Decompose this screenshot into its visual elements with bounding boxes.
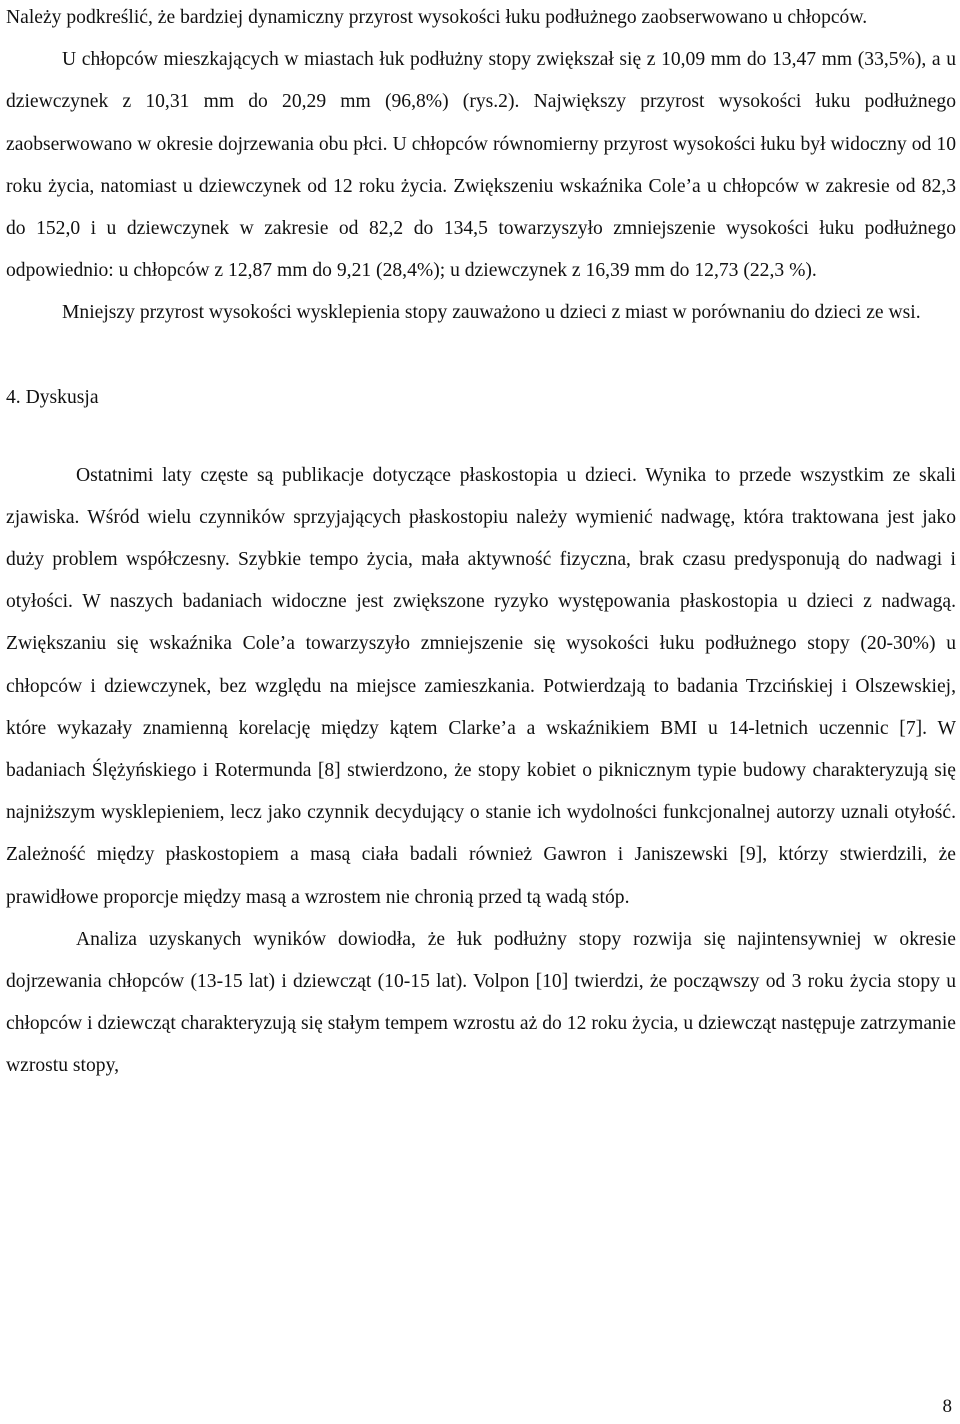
paragraph-results: U chłopców mieszkających w miastach łuk podłużny stopy zwiększał się z 10,09 mm do 13,47 mm (33,5%), a u dziewczynek z 10,31 mm do 20,29 mm (96,8%) (rys.2). Największy przyrost wysokości łuku podłużnego zaobserwowano w okresie dojrzewania obu płci. U chłopców równomierny przyrost wysokości łuku był widoczny od 10 roku życia, natomiast u dziewczynek od 12 roku życia. Zwiększeniu wskaźnika Cole’a u chłopców w zakresie od 82,3 do 152,0 i u dziewczynek w zakresie od 82,2 do 134,5 towarzyszyło zmniejszenie wysokości łuku podłużnego odpowiednio: u chłopców z 12,87 mm do 9,21 (28,4%); u dziewczynek z 16,39 mm do 12,73 (22,3 %).: [6, 49, 956, 282]
paragraph-rural: Mniejszy przyrost wysokości wysklepienia stopy zauważono u dzieci z miast w porównaniu do dzieci ze wsi.: [62, 302, 921, 324]
document-page: [6, 0, 956, 1088]
page-number: 8: [942, 1396, 952, 1417]
section-heading: 4. Dyskusja: [6, 386, 99, 408]
paragraph-discussion: Ostatnimi laty częste są publikacje dotyczące płaskostopia u dzieci. Wynika to przede wszystkim ze skali zjawiska. Wśród wielu czynników sprzyjających płaskostopiu należy wymienić nadwagę, która traktowana jest jako duży problem współczesny. Szybkie tempo życia, mała aktywność fizyczna, brak czasu predysponują do nadwagi i otyłości. W naszych badaniach widoczne jest zwiększone ryzyko występowania płaskostopia u dzieci z nadwagą. Zwiększaniu się wskaźnika Cole’a towarzyszyło zmniejszenie się wysokości łuku podłużnego stopy (20-30%) u chłopców i dziewczynek, bez względu na miejsce zamieszkania. Potwierdzają to badania Trzcińskiej i Olszewskiej, które wykazały znamienną korelację między kątem Clarke’a a wskaźnikiem BMI u 14-letnich uczennic [7]. W badaniach Ślężyńskiego i Rotermunda [8] stwierdzono, że stopy kobiet o piknicznym typie budowy charakteryzują się najniższym wysklepieniem, lecz jako czynnik decydujący o stanie ich wydolności funkcjonalnej autorzy uznali otyłość. Zależność między płaskostopiem a masą ciała badali również Gawron i Janiszewski [9], którzy stwierdzili, że prawidłowe proporcje między masą a wzrostem nie chronią przed tą wadą stóp.: [6, 464, 956, 908]
paragraph-intro: Należy podkreślić, że bardziej dynamiczny przyrost wysokości łuku podłużnego zaobserwowano u chłopców.: [6, 7, 868, 28]
paragraph-analysis: Analiza uzyskanych wyników dowiodła, że łuk podłużny stopy rozwija się najintensywniej w okresie dojrzewania chłopców (13-15 lat) i dziewcząt (10-15 lat). Volpon [10] twierdzi, że począwszy od 3 roku życia stopy u chłopców i dziewcząt charakteryzują się stałym tempem wzrostu aż do 12 roku życia, u dziewcząt następuje zatrzymanie wzrostu stopy,: [6, 928, 956, 1077]
